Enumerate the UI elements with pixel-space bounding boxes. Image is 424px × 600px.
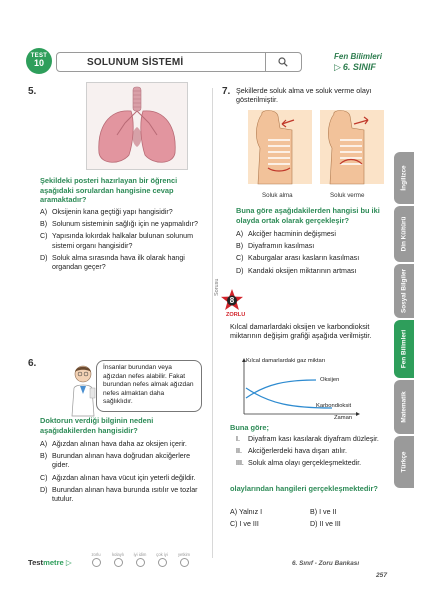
- face-icon: [180, 558, 189, 567]
- testmetre-logo: Testmetre ▷: [28, 558, 72, 567]
- q5-stem: Şekildeki posteri hazırlayan bir öğrenci aşağıdaki sorulardan hangisine cevap aramaktadır?: [40, 176, 178, 205]
- tab-ingilizce[interactable]: İngilizce: [394, 152, 414, 204]
- doctor-illustration: [66, 362, 100, 418]
- zorlu-word: ZORLU: [226, 312, 246, 318]
- grade-text: 6. SINIF: [342, 62, 376, 72]
- face-icon: [114, 558, 123, 567]
- face-icon: [136, 558, 145, 567]
- face-rating-4[interactable]: çok iyi: [156, 552, 168, 567]
- book-title: 6. Sınıf - Zoru Bankası: [292, 560, 360, 567]
- q8-stem2: olaylarından hangileri gerçekleşmektedir?: [230, 484, 378, 493]
- tab-din-kulturu[interactable]: Din Kültürü: [394, 206, 414, 262]
- q8-option-a[interactable]: A) Yalnız I: [230, 508, 263, 516]
- chart-xlabel: Zaman: [334, 415, 353, 421]
- gas-chart-svg: [236, 358, 362, 420]
- q7-number: 7.: [222, 86, 231, 97]
- q8-buna-gore: Buna göre;: [230, 423, 270, 432]
- q6-option-a[interactable]: A) Ağızdan alınan hava daha az oksijen içerir.: [40, 440, 187, 448]
- breathing-illustration: [246, 108, 386, 188]
- face-rating-5[interactable]: yetkim: [178, 552, 190, 567]
- q8-number: 8: [229, 296, 235, 305]
- q6-options: [40, 440, 208, 507]
- caption-exhale: Soluk verme: [330, 192, 365, 199]
- face-rating-3[interactable]: iyi idim: [134, 552, 146, 567]
- gas-amount-chart: [236, 358, 362, 420]
- q8-statements: [236, 435, 396, 472]
- q8-intro: Kılcal damarlardaki oksijen ve karbondioksit miktarının değişim grafiği aşağıda verilmiştir.: [230, 322, 372, 341]
- lungs-illustration: [87, 83, 187, 169]
- test-label: TEST: [30, 53, 48, 59]
- chart-ylabel: Kılcal damarlardaki gaz miktarı: [246, 358, 326, 364]
- caption-inhale: Soluk alma: [262, 192, 293, 199]
- tab-fen-bilimleri[interactable]: Fen Bilimleri: [394, 320, 414, 378]
- triangle-icon: ▷: [334, 62, 341, 72]
- search-icon: [278, 57, 288, 67]
- q8-option-c[interactable]: C) I ve III: [230, 520, 259, 528]
- header-bar: [56, 52, 302, 72]
- q5-number: 5.: [28, 86, 37, 97]
- column-divider: [212, 88, 213, 558]
- face-rating-2[interactable]: kolaylı: [112, 552, 124, 567]
- q5-options: [40, 208, 208, 275]
- tab-matematik[interactable]: Matematik: [394, 380, 414, 434]
- q8-option-b[interactable]: B) I ve II: [310, 508, 337, 516]
- face-icon: [158, 558, 167, 567]
- face-icon: [92, 558, 101, 567]
- breathing-figures: [246, 108, 386, 194]
- tab-sosyal-bilgiler[interactable]: Sosyal Bilgiler: [394, 264, 414, 318]
- page-title: SOLUNUM SİSTEMİ: [87, 57, 184, 68]
- q5-option-c[interactable]: C) Yapısında kıkırdak halkalar bulunan solunum sistemi organı hangisidir?: [40, 232, 194, 250]
- q8-option-d[interactable]: D) II ve III: [310, 520, 341, 528]
- q6-option-c[interactable]: C) Ağızdan alınan hava vücut için yeterli değildir.: [40, 473, 196, 482]
- q7-option-b[interactable]: B) Diyaframın kasılması: [236, 242, 315, 251]
- q6-option-b[interactable]: B) Burundan alınan hava doğrudan akciğerlere gider.: [40, 452, 191, 470]
- q5-option-b[interactable]: B) Solunum sisteminin sağlığı için ne yapmalıdır?: [40, 220, 198, 229]
- oxygen-label: Oksijen: [320, 377, 340, 383]
- q8-statement-1: I. Diyafram kası kasılarak diyafram düzleşir.: [236, 435, 379, 443]
- test-number: 10: [33, 58, 44, 68]
- doctor-figure: [66, 362, 100, 418]
- triangle-icon: ▷: [65, 558, 72, 567]
- q6-number: 6.: [28, 358, 37, 369]
- lungs-poster: [86, 82, 188, 170]
- q6-option-d[interactable]: D) Burundan alınan hava burunda ısıtılır ve tozlar tutulur.: [40, 485, 198, 504]
- q7-stem: Buna göre aşağıdakilerden hangisi bu iki olayda ortak olarak gerçekleşir?: [236, 206, 380, 225]
- q7-option-a[interactable]: A) Akciğer hacminin değişmesi: [236, 230, 336, 238]
- q7-option-d[interactable]: D) Kandaki oksijen miktarının artması: [236, 266, 357, 275]
- q7-options: [236, 230, 396, 279]
- page-number: 257: [376, 572, 388, 579]
- oxygen-line: [246, 380, 316, 398]
- subject-label: Fen Bilimleri: [334, 52, 383, 61]
- q8-statement-3: III. Soluk alma olayı gerçekleşmektedir.: [236, 459, 362, 468]
- test-badge: [26, 48, 52, 74]
- sorusu-label: Sorusu: [214, 278, 220, 296]
- q8-statement-2: II. Akciğerlerdeki hava dışarı atılır.: [236, 447, 347, 456]
- search-box[interactable]: [265, 53, 301, 71]
- q6-stem: Doktorun verdiği bilginin nedeni aşağıdakilerden hangisidir?: [40, 416, 154, 435]
- q5-option-d[interactable]: D) Soluk alma sırasında hava ilk olarak hangi organdan geçer?: [40, 253, 185, 272]
- q7-option-c[interactable]: C) Kaburgalar arası kasların kasılması: [236, 254, 360, 263]
- tab-turkce[interactable]: Türkçe: [394, 436, 414, 488]
- doctor-speech-bubble: İnsanlar burundan veya ağızdan nefes alabilir. Fakat burundan nefes almak ağızdan nefes almaktan daha sağlıklıdır.: [96, 360, 202, 412]
- face-rating-1[interactable]: zorlu: [90, 552, 102, 567]
- q7-intro: Şekillerde soluk alma ve soluk verme olayı gösterilmiştir.: [236, 86, 372, 105]
- q5-option-a[interactable]: A) Oksijenin kana geçtiği yapı hangisidir?: [40, 208, 173, 216]
- co2-label: Karbondioksit: [316, 403, 352, 409]
- grade-label: [334, 62, 376, 73]
